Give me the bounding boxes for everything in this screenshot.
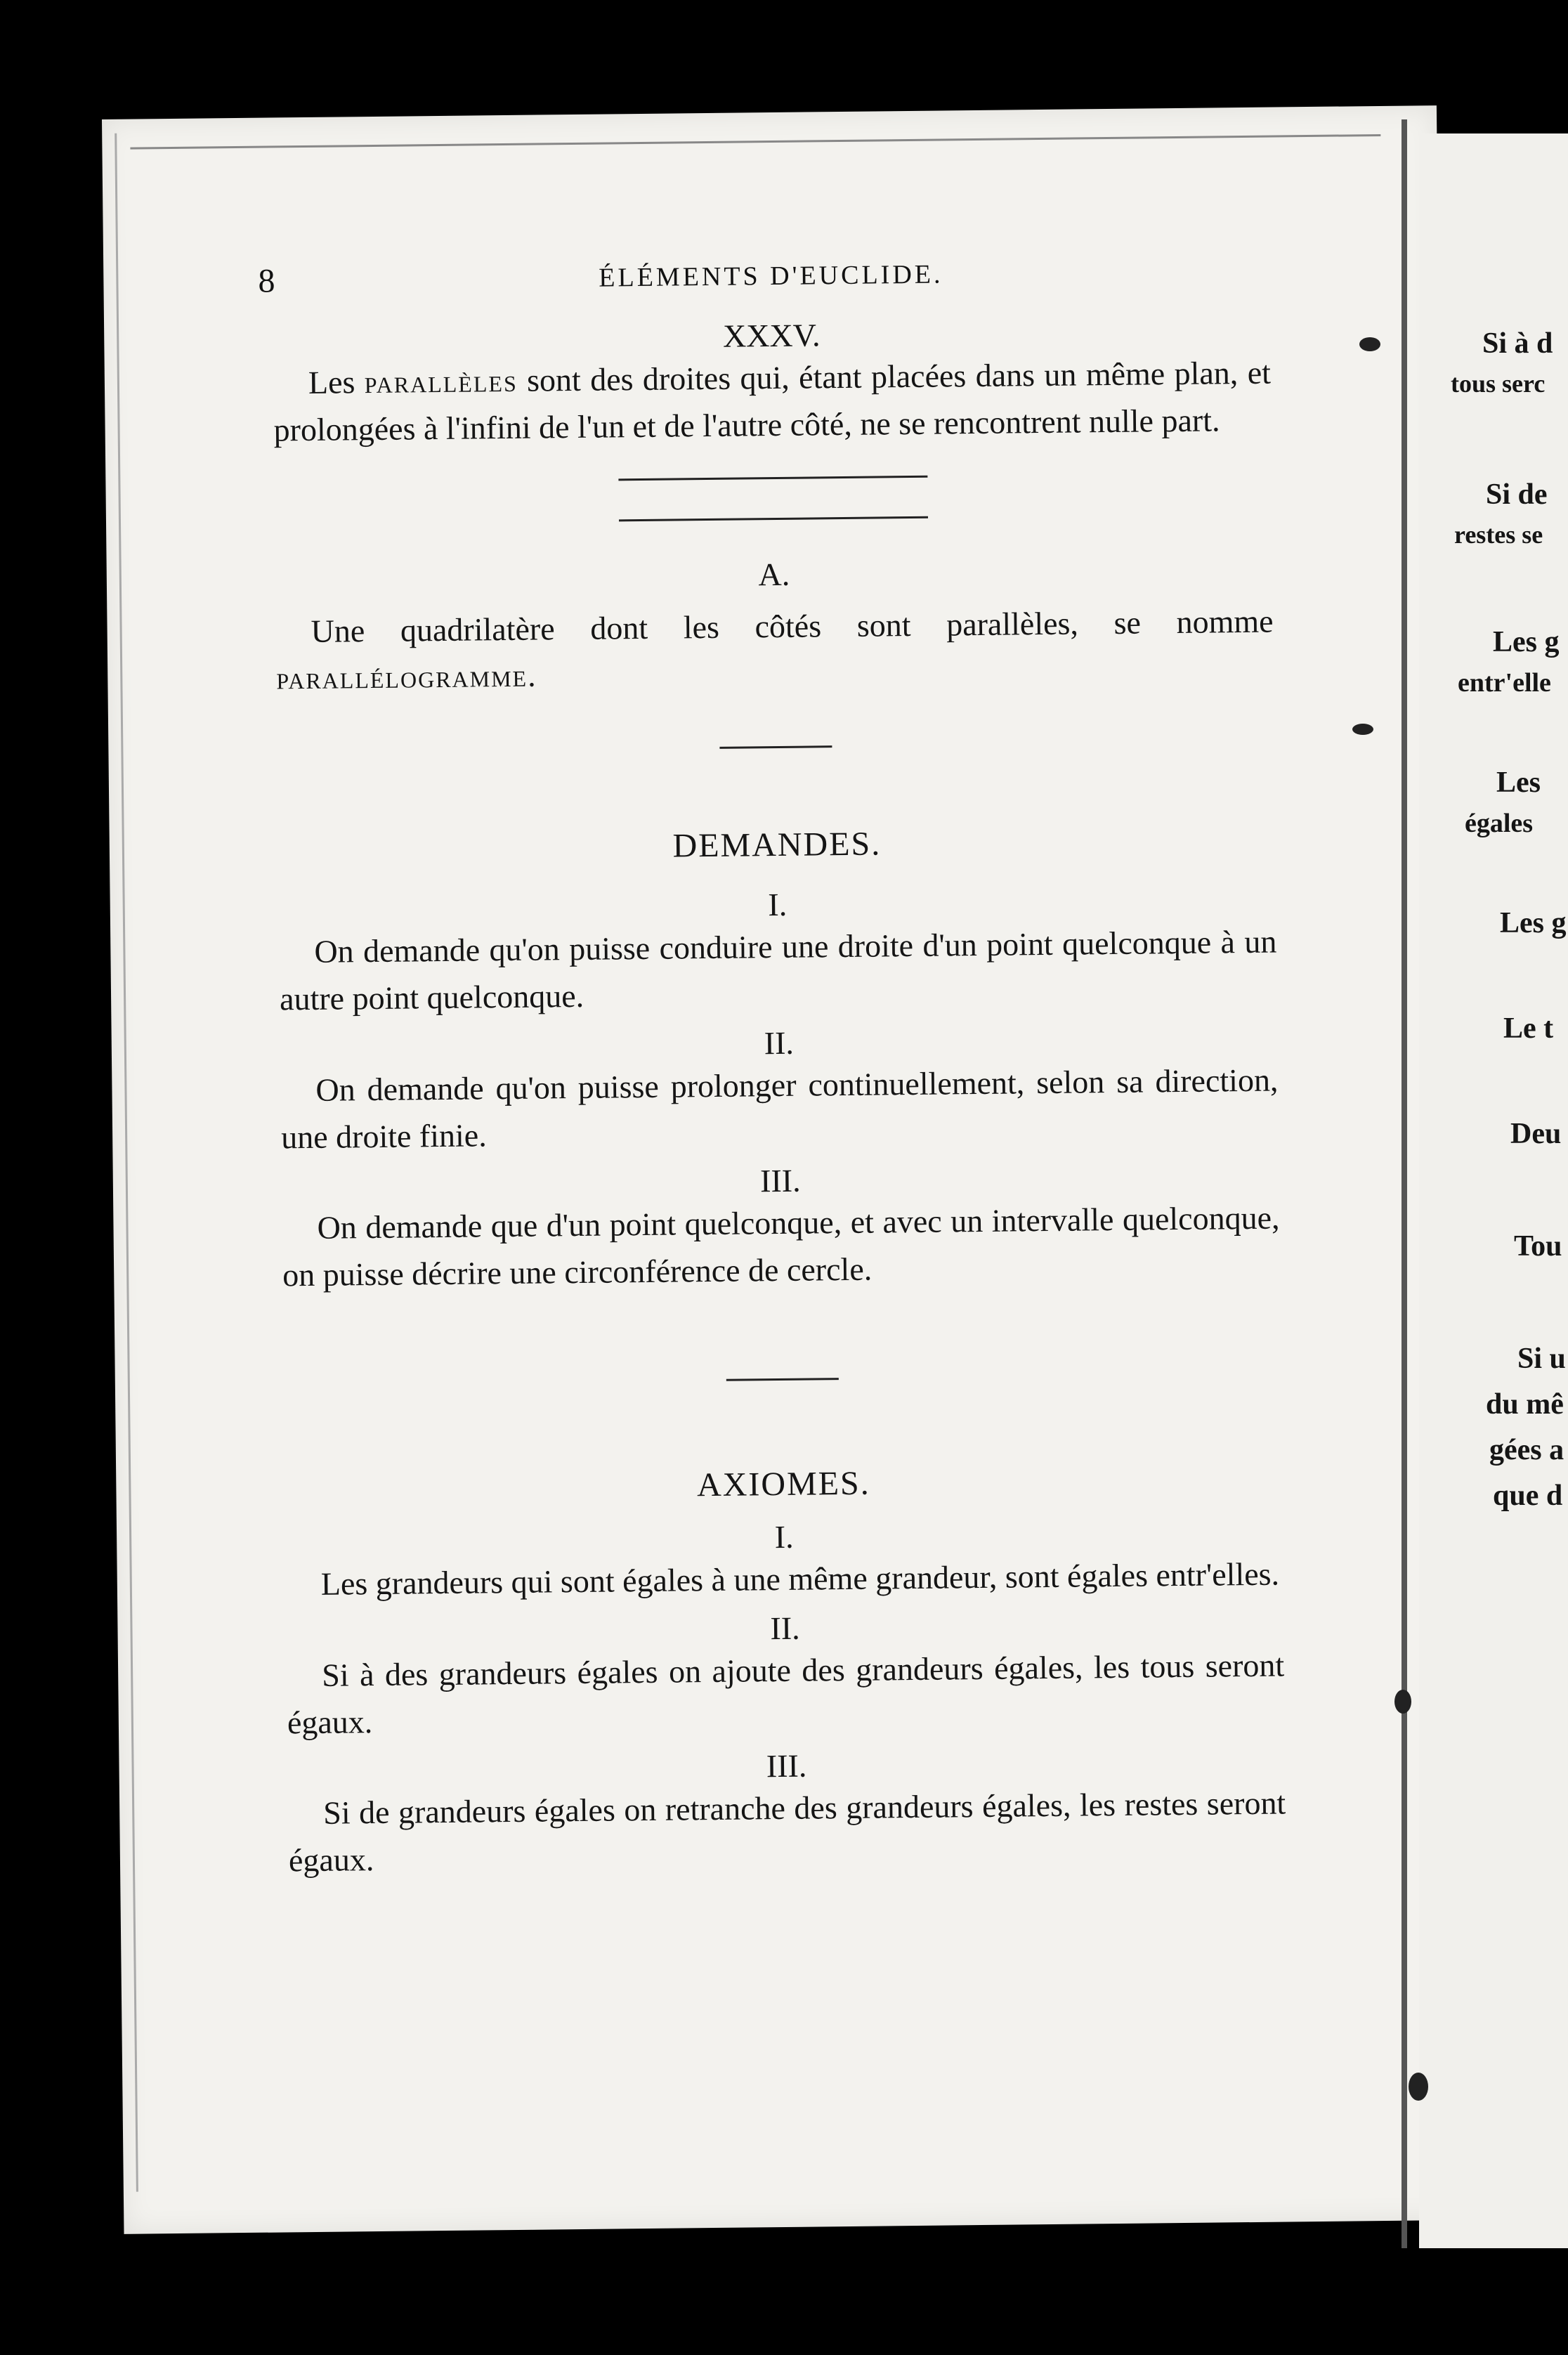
ink-blot bbox=[1409, 2073, 1428, 2101]
fragment-line: Si à d bbox=[1482, 327, 1553, 360]
definition-xxxv bbox=[273, 311, 1272, 454]
item-text: Si à des grandeurs égales on ajoute des grandeurs égales, les tous seront égaux. bbox=[287, 1647, 1285, 1740]
page-number: 8 bbox=[258, 262, 275, 300]
section-title: AXIOMES. bbox=[696, 1464, 870, 1504]
fragment-line: du mê bbox=[1486, 1388, 1564, 1421]
defined-term: parallélogramme bbox=[276, 658, 528, 696]
axiomes-section bbox=[285, 1459, 1286, 1884]
page-body bbox=[273, 311, 1286, 1885]
defined-term: parallèles bbox=[364, 363, 518, 400]
item-text: On demande qu'on puisse conduire une droite d'un point quelconque à un autre point quelconque. bbox=[279, 923, 1277, 1017]
item-text: On demande qu'on puisse prolonger continuellement, selon sa direction, une droite finie. bbox=[280, 1062, 1279, 1155]
item-text: On demande que d'un point quelconque, et avec un intervalle quelconque, on puisse décrire une circonférence de cercle. bbox=[282, 1199, 1280, 1293]
definition-numeral: A. bbox=[758, 556, 790, 592]
item-numeral: II. bbox=[764, 1024, 795, 1061]
fragment-line: que d bbox=[1493, 1480, 1563, 1512]
item-numeral: I. bbox=[768, 886, 788, 923]
left-page bbox=[102, 105, 1458, 2234]
fragment-line: gées a bbox=[1489, 1434, 1564, 1466]
ink-blot bbox=[1359, 337, 1380, 351]
fragment-line: Les g bbox=[1500, 907, 1567, 939]
item-text: Les grandeurs qui sont égales à une même grandeur, sont égales entr'elles. bbox=[320, 1555, 1280, 1602]
item-text: Si de grandeurs égales on retranche des grandeurs égales, les restes seront égaux. bbox=[288, 1785, 1286, 1879]
fragment-line: Si u bbox=[1517, 1343, 1566, 1375]
item-numeral: III. bbox=[766, 1747, 807, 1785]
demandes-section bbox=[278, 821, 1281, 1300]
fragment-line: Tou bbox=[1514, 1230, 1562, 1263]
fragment-line: Les bbox=[1496, 766, 1541, 799]
item-numeral: III. bbox=[759, 1162, 801, 1199]
fragment-line: restes se bbox=[1454, 521, 1543, 549]
ink-blot bbox=[1394, 1690, 1411, 1714]
fragment-line: Le t bbox=[1503, 1012, 1554, 1045]
definition-text: Les parallèles sont des droites qui, étant placées dans un même plan, et prolongées à l'infini de l'un et de l'autre côté, ne se rencontrent nulle part. bbox=[273, 354, 1272, 448]
section-title: DEMANDES. bbox=[672, 825, 882, 865]
definition-a bbox=[275, 549, 1274, 702]
right-page-fragment bbox=[1419, 133, 1568, 2248]
running-title: ÉLÉMENTS D'EUCLIDE. bbox=[599, 259, 943, 293]
ink-blot bbox=[1352, 724, 1373, 735]
fragment-line: Les g bbox=[1493, 626, 1560, 658]
fragment-line: entr'elle bbox=[1458, 668, 1551, 698]
fragment-line: égales bbox=[1465, 809, 1534, 838]
book-gutter bbox=[1402, 119, 1407, 2248]
page-header bbox=[103, 249, 1439, 320]
item-numeral: I. bbox=[774, 1518, 794, 1555]
page-edge-top bbox=[130, 134, 1380, 150]
definition-text: Une quadrilatère dont les côtés sont parallèles, se nomme parallélogramme. bbox=[276, 603, 1274, 696]
definition-numeral: XXXV. bbox=[722, 317, 821, 354]
item-numeral: II. bbox=[770, 1610, 800, 1646]
page-edge-left bbox=[115, 133, 138, 2192]
fragment-line: Si de bbox=[1486, 478, 1548, 511]
fragment-line: tous serc bbox=[1451, 370, 1546, 398]
fragment-line: Deu bbox=[1510, 1118, 1562, 1150]
